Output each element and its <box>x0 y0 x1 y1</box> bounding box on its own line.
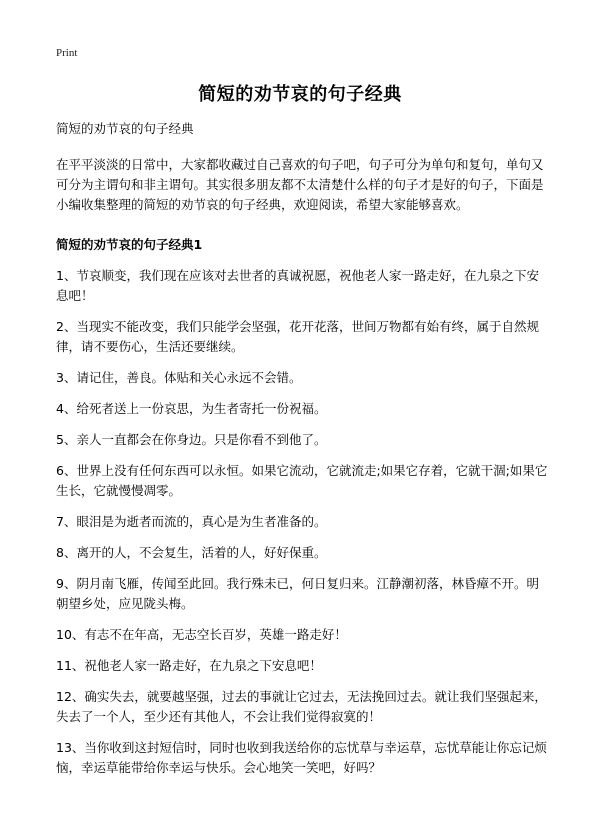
page-title: 简短的劝节哀的句子经典 <box>198 84 402 105</box>
list-item: 13、当你收到这封短信时，同时也收到我送给你的忘忧草与幸运草，忘忧草能让你忘记烦恼，幸运草能带给你幸运与快乐。会心地笑一笑吧，好吗？ <box>56 740 547 775</box>
print-link[interactable]: Print <box>56 47 78 59</box>
list-item: 5、亲人一直都会在你身边。只是你看不到他了。 <box>56 432 327 447</box>
list-item: 12、确实失去，就要越坚强，过去的事就让它过去，无法挽回过去。就让我们坚强起来，失去了一个人，至少还有其他人，不会让我们觉得寂寞的！ <box>56 689 547 724</box>
list-item: 8、离开的人，不会复生，活着的人，好好保重。 <box>56 545 327 560</box>
intro-paragraph: 在平平淡淡的日常中，大家都收藏过自己喜欢的句子吧，句子可分为单句和复句，单句又可分为主谓句和非主谓句。其实很多朋友都不太清楚什么样的句子才是好的句子，下面是小编收集整理的简短的劝节哀的句子经典，欢迎阅读，希望大家能够喜欢。 <box>56 157 544 212</box>
section-heading: 简短的劝节哀的句子经典1 <box>56 237 203 252</box>
list-item: 11、祝他老人家一路走好，在九泉之下安息吧！ <box>56 658 322 673</box>
list-item: 9、阴月南飞雁，传闻至此回。我行殊未已，何日复归来。江静潮初落，林昏瘴不开。明朝望乡处，应见陇头梅。 <box>56 576 539 611</box>
list-item: 6、世界上没有任何东西可以永恒。如果它流动，它就流走;如果它存着，它就干涸;如果它生长，它就慢慢凋零。 <box>56 463 548 498</box>
list-item: 7、眼泪是为逝者而流的，真心是为生者准备的。 <box>56 514 327 529</box>
list-item: 1、节哀顺变，我们现在应该对去世者的真诚祝愿，祝他老人家一路走好，在九泉之下安息吧！ <box>56 268 539 303</box>
list-item: 4、给死者送上一份哀思，为生者寄托一份祝福。 <box>56 401 327 416</box>
list-item: 10、有志不在年高，无志空长百岁，英雄一路走好！ <box>56 627 347 642</box>
list-item: 3、请记住，善良。体贴和关心永远不会错。 <box>56 370 302 385</box>
list-item: 2、当现实不能改变，我们只能学会坚强，花开花落，世间万物都有始有终，属于自然规律，请不要伤心，生活还要继续。 <box>56 319 539 354</box>
article-body <box>56 119 550 789</box>
article-subtitle: 简短的劝节哀的句子经典 <box>56 121 194 136</box>
